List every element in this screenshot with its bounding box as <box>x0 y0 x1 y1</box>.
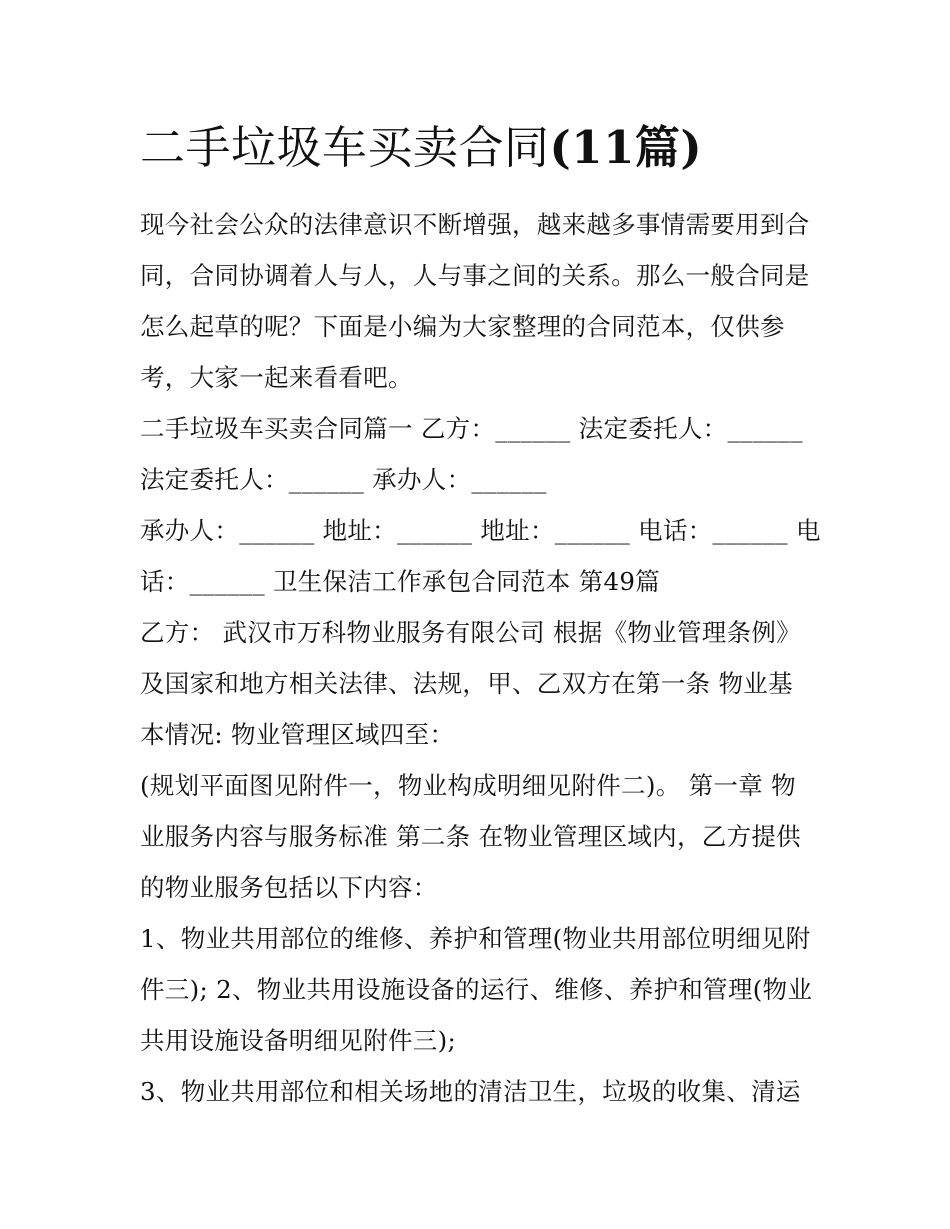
text-line: 及国家和地方相关法律、法规，甲、乙双方在第一条 物业基 <box>140 669 793 698</box>
text-line: 二手垃圾车买卖合同篇一 乙方：______ 法定委托人：______ <box>140 414 803 443</box>
text-line: 本情况: 物业管理区域四至： <box>140 720 455 749</box>
document-title <box>140 116 702 180</box>
text-line: (规划平面图见附件一，物业构成明细见附件二)。 第一章 物 <box>140 771 796 800</box>
text-line: 承办人：______ 地址：______ 地址：______ 电话：______ 电 <box>140 516 821 545</box>
text-line: 业服务内容与服务标准 第二条 在物业管理区域内，乙方提供 <box>140 822 801 851</box>
text-line: 话：______ 卫生保洁工作承包合同范本 第49篇 <box>140 567 661 596</box>
text-line: 3、物业共用部位和相关场地的清洁卫生，垃圾的收集、清运 <box>140 1077 801 1106</box>
title-main-text: 二手垃圾车买卖合同 <box>140 121 550 174</box>
text-line: 共用设施设备明细见附件三); <box>140 1026 457 1055</box>
text-line: 乙方： 武汉市万科物业服务有限公司 根据《物业管理条例》 <box>140 618 801 647</box>
text-line: 同，合同协调着人与人，人与事之间的关系。那么一般合同是 <box>140 261 810 290</box>
document-body <box>140 199 820 1117</box>
text-line: 件三); 2、物业共用设施设备的运行、维修、养护和管理(物业 <box>140 975 813 1004</box>
text-line: 考，大家一起来看看吧。 <box>140 363 413 392</box>
text-line: 的物业服务包括以下内容： <box>140 873 438 902</box>
text-line: 怎么起草的呢？下面是小编为大家整理的合同范本，仅供参 <box>140 312 785 341</box>
title-count-text: (11篇) <box>549 121 703 174</box>
text-line: 1、物业共用部位的维修、养护和管理(物业共用部位明细见附 <box>140 924 811 953</box>
text-line: 法定委托人：______ 承办人：______ <box>140 465 547 494</box>
text-line: 现今社会公众的法律意识不断增强，越来越多事情需要用到合 <box>140 210 810 239</box>
